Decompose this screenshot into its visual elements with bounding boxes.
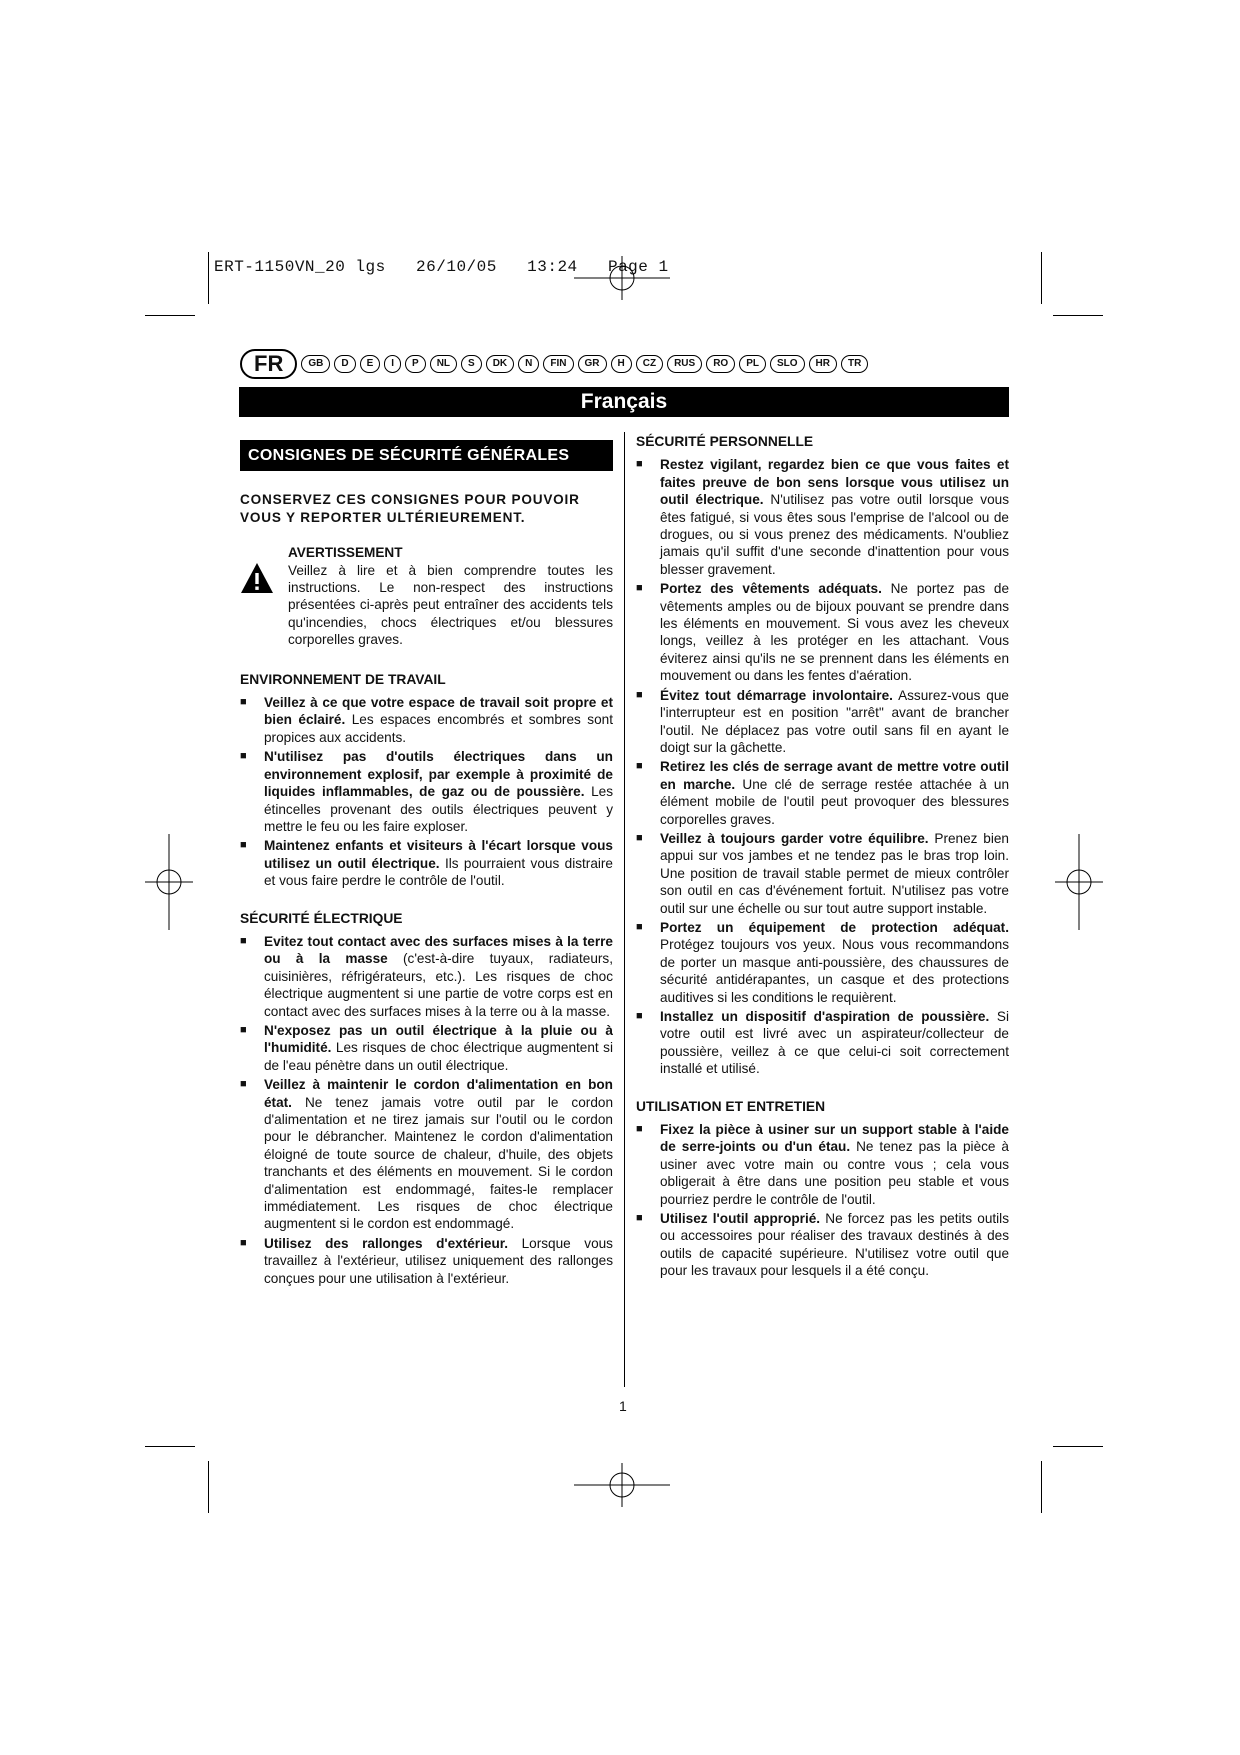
lang-pill: N: [518, 355, 539, 373]
list-item: ■ Installez un dispositif d'aspiration de poussière. Si votre outil est livré avec un aspirateur/collecteur de poussière, veillez à ce que celui-ci soit correctement installé et utilisé.: [636, 1008, 1009, 1078]
warning-block: [240, 544, 613, 648]
list-item: ■ Retirez les clés de serrage avant de mettre votre outil en marche. Une clé de serrage restée attachée à un élément mobile de l'outil peut provoquer des blessures corporelles graves.: [636, 758, 1009, 828]
lang-pill: PL: [739, 355, 766, 373]
lang-pill: GB: [301, 355, 330, 373]
use-title: UTILISATION ET ENTRETIEN: [636, 1098, 826, 1114]
list-item: ■ Restez vigilant, regardez bien ce que vous faites et faites preuve de bon sens lorsque vous utilisez un outil électrique. N'utilisez pas votre outil lorsque vous êtes fatigué, si vous êtes sous l'emprise de l'alcool ou de drogues, ou si vous prenez des médicaments. N'oubliez jamais qu'il suffit d'une seconde d'inattention pour vous blesser gravement.: [636, 456, 1009, 578]
env-list: [240, 694, 613, 889]
list-item: ■ Evitez tout contact avec des surfaces mises à la terre ou à la masse (c'est-à-dire tuyaux, radiateurs, cuisinières, réfrigérateurs, etc.). Les risques de choc électrique augmentent si une partie de votre corps est en contact avec des surfaces mises à la terre ou à la masse.: [240, 933, 613, 1020]
warning-title: AVERTISSEMENT: [288, 545, 403, 561]
list-item: ■ N'exposez pas un outil électrique à la pluie ou à l'humidité. Les risques de choc électrique augmentent si de l'eau pénètre dans un outil électrique.: [240, 1022, 613, 1074]
section-title: CONSIGNES DE SÉCURITÉ GÉNÉRALES: [240, 440, 613, 471]
page-title: Français: [239, 387, 1009, 417]
lang-pill: RO: [706, 355, 735, 373]
intro-notice: CONSERVEZ CES CONSIGNES POUR POUVOIR VOUS Y REPORTER ULTÉRIEUREMENT.: [240, 492, 580, 525]
list-item: ■ Utilisez des rallonges d'extérieur. Lorsque vous travaillez à l'extérieur, utilisez uniquement des rallonges conçues pour une utilisation à l'extérieur.: [240, 1235, 613, 1287]
lang-pill: D: [334, 355, 355, 373]
lang-pill: DK: [486, 355, 514, 373]
list-item: ■ Maintenez enfants et visiteurs à l'écart lorsque vous utilisez un outil électrique. Ils pourraient vous distraire et vous faire perdre le contrôle de l'outil.: [240, 837, 613, 889]
list-item: ■ Veillez à maintenir le cordon d'alimentation en bon état. Ne tenez jamais votre outil par le cordon d'alimentation et ne tirez jamais sur l'outil ou le cordon pour le débrancher. Maintenez le cordon d'alimentation éloigné de toute source de chaleur, d'huile, des objets tranchants et des éléments en mouvement. Si le cordon d'alimentation est endommagé, faites-le remplacer immédiatement. Les risques de choc électrique augmentent si le cordon est endommagé.: [240, 1076, 613, 1233]
list-item: ■ Évitez tout démarrage involontaire. Assurez-vous que l'interrupteur est en position "arrêt" avant de brancher l'outil. Ne déplacez pas votre outil sans fil en ayant le doigt sur la gâchette.: [636, 687, 1009, 757]
list-item: ■ Veillez à toujours garder votre équilibre. Prenez bien appui sur vos jambes et ne tendez pas le bras trop loin. Une position de travail stable permet de mieux contrôler son outil en cas d'événement fortuit. N'utilisez pas votre outil sur une échelle ou sur tout autre support instable.: [636, 830, 1009, 917]
elec-title: SÉCURITÉ ÉLECTRIQUE: [240, 910, 403, 926]
lang-pill: E: [360, 355, 381, 373]
page-number: 1: [619, 1398, 627, 1414]
lang-pill: H: [611, 355, 632, 373]
lang-pill: CZ: [636, 355, 663, 373]
lang-pill: S: [461, 355, 482, 373]
lang-pill: NL: [430, 355, 457, 373]
elec-list: [240, 933, 613, 1287]
language-selector: [240, 349, 868, 379]
lang-pill: HR: [809, 355, 837, 373]
list-item: ■ Veillez à ce que votre espace de travail soit propre et bien éclairé. Les espaces encombrés et sombres sont propices aux accidents.: [240, 694, 613, 746]
perso-title: SÉCURITÉ PERSONNELLE: [636, 434, 814, 449]
right-column: [636, 433, 1009, 1300]
list-item: ■ Fixez la pièce à usiner sur un support stable à l'aide de serre-joints ou d'un étau. Ne tenez pas la pièce à usiner avec votre main ou contre vous ; cela vous obligerait à être dans une position peu stable et vous pourriez perdre le contrôle de l'outil.: [636, 1121, 1009, 1208]
lang-fr: FR: [240, 349, 297, 379]
list-item: ■ N'utilisez pas d'outils électriques dans un environnement explosif, par exemple à proximité de liquides inflammables, de gaz ou de poussière. Les étincelles provenant des outils électriques peuvent y mettre le feu ou les faire exploser.: [240, 748, 613, 835]
lang-pill: RUS: [667, 355, 702, 373]
lang-pill: GR: [578, 355, 607, 373]
use-list: [636, 1121, 1009, 1280]
lang-pill: FIN: [543, 355, 573, 373]
print-header: ERT-1150VN_20 lgs 26/10/05 13:24 Page 1: [214, 258, 669, 276]
left-column: [240, 430, 613, 1307]
lang-pill: TR: [841, 355, 868, 373]
warning-triangle-icon: [240, 544, 288, 648]
column-divider: [624, 432, 625, 1387]
list-item: ■ Portez un équipement de protection adéquat. Protégez toujours vos yeux. Nous vous recommandons de porter un masque anti-poussière, des chaussures de sécurité antidérapantes, un casque et des protections auditives si les conditions le requièrent.: [636, 919, 1009, 1006]
lang-pill: P: [405, 355, 426, 373]
warning-text: Veillez à lire et à bien comprendre toutes les instructions. Le non-respect des instructions présentées ci-après peut entraîner des accidents tels qu'incendies, chocs électriques et/ou blessures corporelles graves.: [288, 562, 613, 648]
list-item: ■ Portez des vêtements adéquats. Ne portez pas de vêtements amples ou de bijoux pouvant se prendre dans les éléments en mouvement. Si vous avez les cheveux longs, veillez à les protéger en les attachant. Vous éviterez ainsi qu'ils ne se prennent dans les éléments en mouvement ou dans les fentes d'aération.: [636, 580, 1009, 684]
lang-pill: I: [384, 355, 401, 373]
lang-pill: SLO: [770, 355, 805, 373]
perso-list: [636, 456, 1009, 1077]
list-item: ■ Utilisez l'outil approprié. Ne forcez pas les petits outils ou accessoires pour réaliser des travaux destinés à des outils de capacité supérieure. N'utilisez votre outil que pour les travaux pour lesquels il a été conçu.: [636, 1210, 1009, 1280]
env-title: ENVIRONNEMENT DE TRAVAIL: [240, 671, 446, 687]
